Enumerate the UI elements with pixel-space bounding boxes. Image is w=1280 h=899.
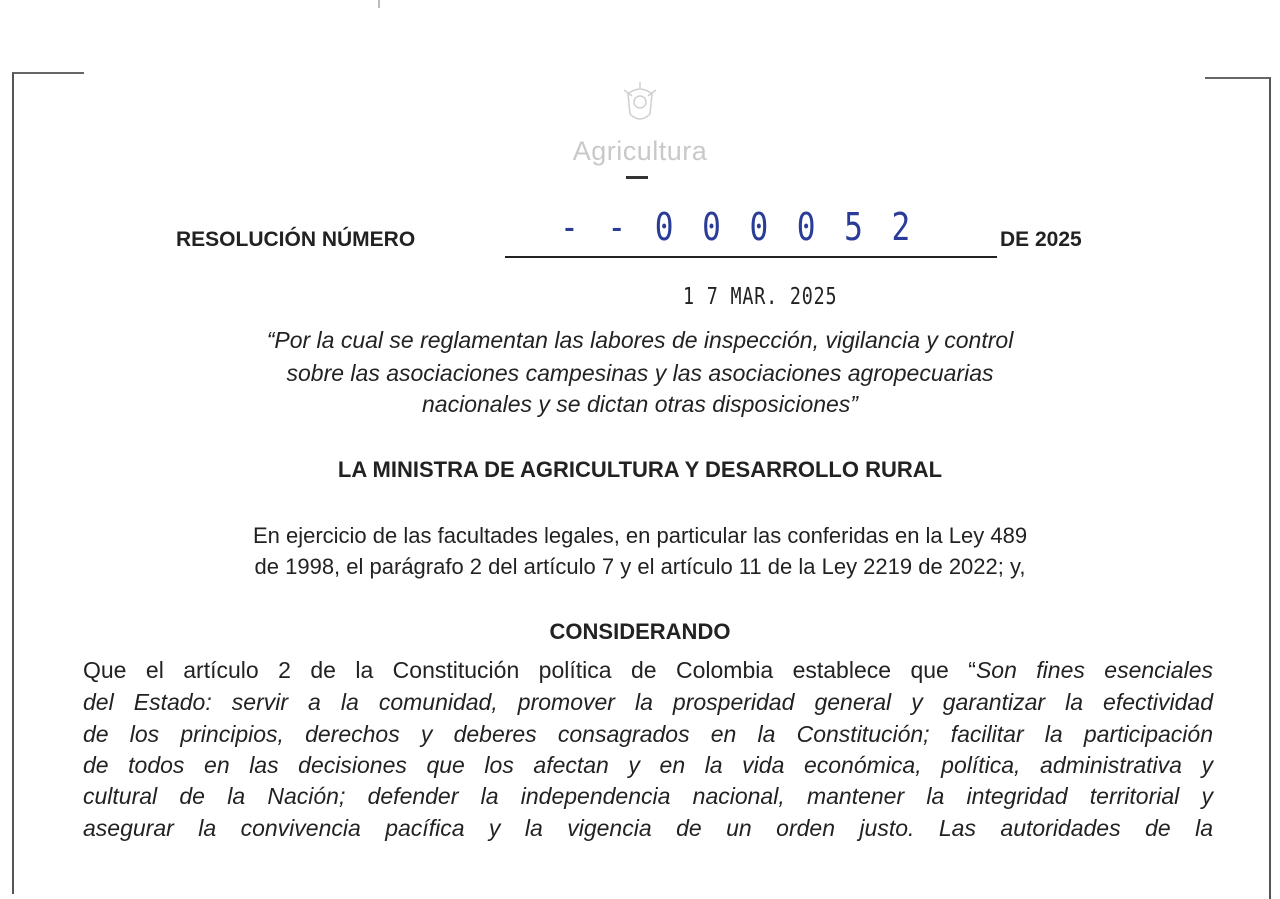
- considerando-heading: CONSIDERANDO: [549, 619, 731, 644]
- body-line: de los principios, derechos y deberes consagrados en la Constitución; facilitar la participación: [83, 721, 1213, 747]
- date-stamp: 1 7 MAR. 2025: [683, 284, 838, 310]
- page-frame-left: [12, 72, 84, 894]
- page-frame-right: [1205, 77, 1271, 899]
- subject-line: “Por la cual se reglamentan las labores de inspección, vigilancia y control: [266, 327, 1014, 353]
- issuer-heading: LA MINISTRA DE AGRICULTURA Y DESARROLLO RURAL: [337, 457, 943, 482]
- scan-mark: [378, 0, 380, 8]
- preamble-line: de 1998, el parágrafo 2 del artículo 7 y el artículo 11 de la Ley 2219 de 2022; y,: [254, 554, 1026, 579]
- body-line: del Estado: servir a la comunidad, promover la prosperidad general y garantizar la efectividad: [83, 689, 1213, 715]
- preamble-line: En ejercicio de las facultades legales, en particular las conferidas en la Ley 489: [252, 523, 1028, 548]
- resolution-number-line: [505, 256, 997, 258]
- subject-line: sobre las asociaciones campesinas y las asociaciones agropecuarias: [286, 360, 994, 386]
- body-line: cultural de la Nación; defender la independencia nacional, mantener la integridad territorial y: [83, 783, 1213, 809]
- resolution-label: RESOLUCIÓN NÚMERO: [176, 228, 416, 251]
- resolution-year: DE 2025: [1000, 228, 1082, 251]
- body-line: [83, 657, 1213, 684]
- ministry-logo-text: Agricultura: [572, 136, 708, 166]
- body-line: de todos en las decisiones que los afectan y en la vida económica, política, administrativa y: [83, 752, 1213, 778]
- body-quote-text: Son fines esenciales: [975, 657, 1213, 683]
- resolution-number-stamp: - - 0 0 0 0 5 2: [560, 205, 916, 249]
- subject-line: nacionales y se dictan otras disposiciones”: [422, 391, 858, 417]
- coat-of-arms-icon: [618, 80, 662, 128]
- body-text: Que el artículo 2 de la Constitución política de Colombia establece que “: [83, 657, 976, 683]
- body-line: asegurar la convivencia pacífica y la vigencia de un orden justo. Las autoridades de la: [83, 815, 1213, 841]
- logo-dash: [626, 176, 648, 179]
